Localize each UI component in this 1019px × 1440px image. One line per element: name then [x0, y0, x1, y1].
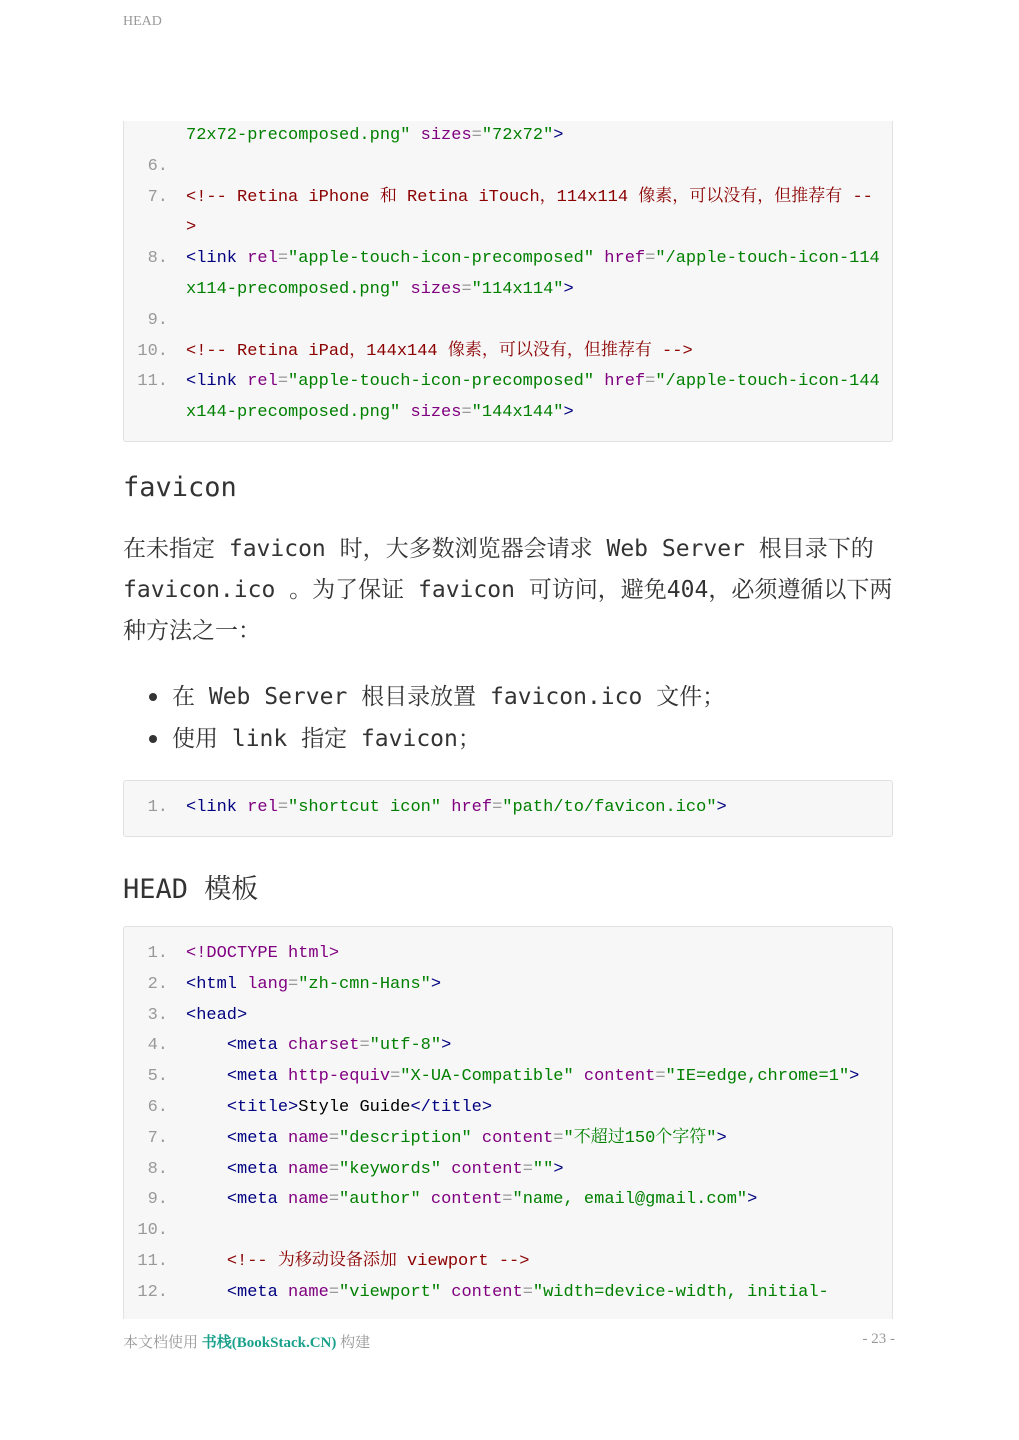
list-item-text: 在 Web Server 根目录放置 favicon.ico 文件；	[172, 684, 726, 710]
footer-credit	[123, 1331, 370, 1352]
code-text: <!-- Retina iPhone 和 Retina iTouch，114x114 像素，可以没有，但推荐有 -->	[186, 187, 873, 238]
code-text: <meta http-equiv="X-UA-Compatible" content="IE=edge,chrome=1">	[226, 1067, 860, 1087]
code-line	[124, 1278, 892, 1309]
code-text: 72x72-precomposed.png" sizes="72x72">	[186, 126, 564, 145]
code-line	[124, 939, 892, 970]
list-item	[146, 718, 725, 760]
code-line	[124, 1001, 892, 1032]
code-text: <html lang="zh-cmn-Hans">	[186, 974, 442, 994]
code-line	[124, 121, 892, 152]
code-text: <meta name="keywords" content="">	[226, 1159, 564, 1179]
line-number: 12.	[137, 1282, 168, 1302]
code-line	[124, 1247, 892, 1278]
code-text	[186, 1216, 880, 1247]
code-line	[124, 793, 892, 824]
bullet-icon	[149, 693, 157, 701]
bullet-icon	[149, 735, 157, 743]
code-block-favicon-link	[123, 780, 893, 837]
code-line	[124, 1031, 892, 1062]
line-number: 10.	[137, 341, 168, 361]
code-line	[124, 244, 892, 306]
code-line	[124, 1155, 892, 1186]
line-number: 8.	[147, 1159, 168, 1179]
line-number: 3.	[147, 1005, 168, 1025]
line-number: 9.	[147, 310, 168, 330]
line-number: 9.	[147, 1190, 168, 1210]
line-number: 11.	[137, 372, 168, 392]
code-line	[124, 152, 892, 183]
code-text: <link rel="apple-touch-icon-precomposed" href="/apple-touch-icon-144x144-precomposed.png" sizes="144x144">	[186, 372, 880, 423]
line-number: 1.	[147, 944, 168, 963]
code-text: <meta name="description" content="不超过150个字符">	[226, 1128, 727, 1148]
bookstack-link[interactable]: 书栈(BookStack.CN)	[201, 1335, 337, 1351]
code-line	[124, 1124, 892, 1155]
line-number: 6.	[147, 156, 168, 176]
line-number: 10.	[137, 1221, 168, 1241]
code-text: <title>Style Guide</title>	[226, 1097, 493, 1117]
running-head: HEAD	[123, 14, 162, 29]
line-number: 11.	[137, 1251, 168, 1271]
code-text	[186, 306, 880, 337]
code-text: <link rel="shortcut icon" href="path/to/favicon.ico">	[186, 798, 727, 817]
code-text: <link rel="apple-touch-icon-precomposed" href="/apple-touch-icon-114x114-precomposed.png" sizes="114x114">	[186, 249, 880, 299]
line-number: 1.	[147, 798, 168, 817]
code-line	[124, 1093, 892, 1124]
footer-prefix: 本文档使用	[123, 1335, 202, 1351]
code-text	[186, 152, 880, 183]
line-number: 7.	[147, 1128, 168, 1148]
code-line	[124, 1062, 892, 1093]
code-line	[124, 1185, 892, 1216]
favicon-methods-list	[146, 676, 725, 760]
code-line	[124, 337, 892, 368]
code-line	[124, 306, 892, 337]
code-line	[124, 183, 892, 245]
line-number: 4.	[147, 1036, 168, 1056]
code-text: <!DOCTYPE html>	[186, 944, 340, 963]
code-text: <!-- 为移动设备添加 viewport -->	[226, 1251, 530, 1271]
list-item-text: 使用 link 指定 favicon；	[172, 726, 481, 752]
section-heading-head-template: HEAD 模板	[123, 874, 259, 905]
section-heading-favicon: favicon	[123, 472, 237, 503]
code-text: <meta name="author" content="name, email@gmail.com">	[226, 1190, 758, 1210]
code-line	[124, 970, 892, 1001]
code-block-apple-touch-icons	[123, 121, 893, 442]
line-number: 5.	[147, 1067, 168, 1087]
line-number: 2.	[147, 974, 168, 994]
footer-suffix: 构建	[336, 1335, 371, 1351]
code-text: <head>	[186, 1005, 248, 1025]
line-number: 6.	[147, 1097, 168, 1117]
favicon-paragraph: 在未指定 favicon 时，大多数浏览器会请求 Web Server 根目录下的 favicon.ico 。为了保证 favicon 可访问，避免404，必须遵循以下两种方法之一：	[123, 536, 893, 644]
line-number: 8.	[147, 249, 168, 269]
page-number: - 23 -	[862, 1331, 895, 1347]
code-text: <meta name="viewport" content="width=device-width, initial-	[226, 1282, 829, 1302]
line-number: 7.	[147, 187, 168, 207]
code-text: <meta charset="utf-8">	[226, 1036, 452, 1056]
code-line	[124, 1216, 892, 1247]
code-block-head-template	[123, 926, 893, 1319]
code-text: <!-- Retina iPad，144x144 像素，可以没有，但推荐有 -->	[186, 341, 693, 361]
code-line	[124, 367, 892, 429]
list-item	[146, 676, 725, 718]
